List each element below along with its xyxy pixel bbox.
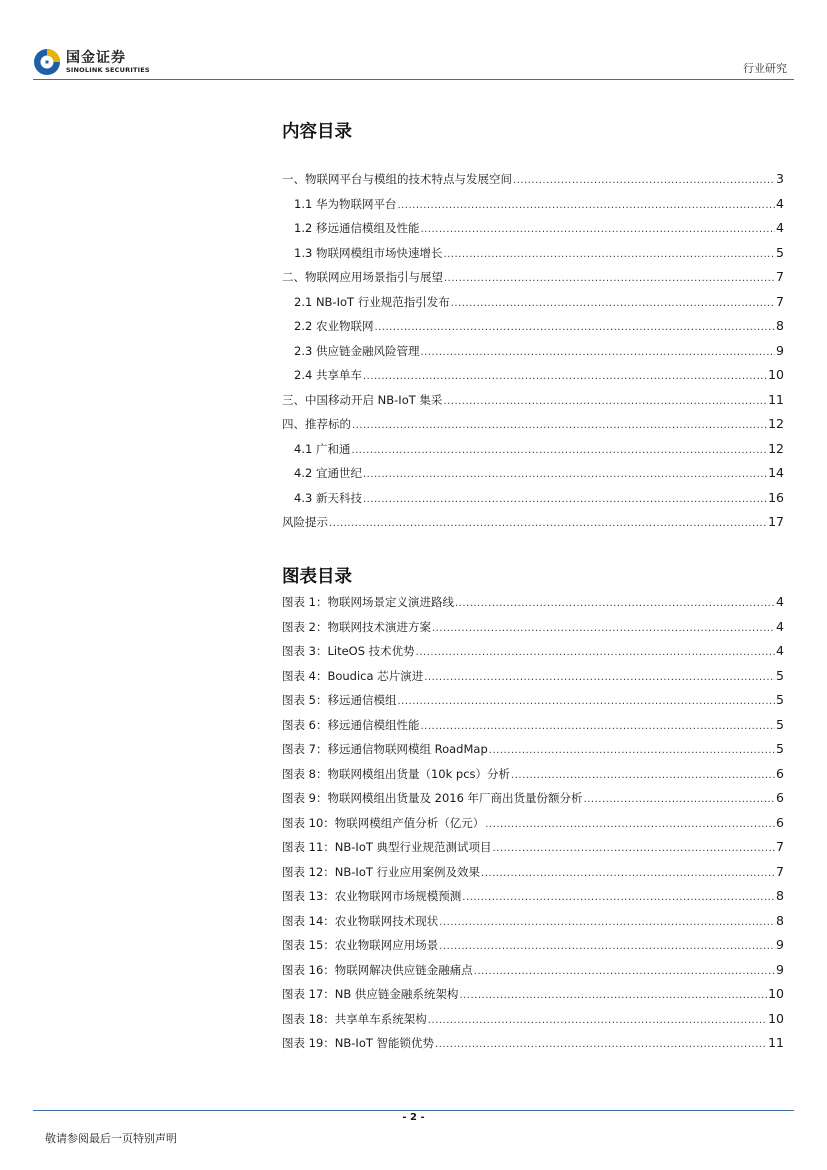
table-of-contents: [282, 167, 784, 535]
dot-leader: [439, 911, 775, 934]
figure-entry-title: 图表 6：移远通信模组性能: [282, 717, 420, 732]
logo-text-en: SINOLINK SECURITIES: [66, 66, 150, 74]
figures-title: 图表目录: [282, 567, 352, 587]
figure-entry-page: 7: [776, 839, 784, 854]
dot-leader: [351, 439, 767, 462]
figure-entry[interactable]: [282, 590, 784, 615]
dot-leader: [584, 788, 775, 811]
toc-entry-title: 风险提示: [282, 515, 328, 529]
toc-entry-page: 7: [776, 269, 784, 284]
figure-entry[interactable]: [282, 786, 784, 811]
dot-leader: [428, 1009, 767, 1032]
dot-leader: [451, 292, 775, 315]
toc-entry[interactable]: [282, 510, 784, 535]
toc-entry-title: 三、中国移动开启 NB-IoT 集采: [282, 392, 443, 407]
page-number: - 2 -: [402, 1112, 425, 1123]
dot-leader: [474, 960, 775, 983]
figure-entry-title: 图表 19：NB-IoT 智能锁优势: [282, 1036, 435, 1050]
dot-leader: [455, 592, 775, 615]
toc-entry[interactable]: [282, 265, 784, 290]
figure-entry[interactable]: [282, 762, 784, 787]
figure-entry-page: 5: [776, 692, 784, 707]
dot-leader: [416, 641, 775, 664]
figure-entry-page: 8: [776, 888, 784, 903]
figure-entry-title: 图表 7：移远通信物联网模组 RoadMap: [282, 742, 488, 756]
dot-leader: [459, 984, 767, 1007]
dot-leader: [363, 365, 767, 388]
disclaimer: 敬请参阅最后一页特别声明: [45, 1132, 177, 1145]
toc-entry-title: 4.1 广和通: [294, 441, 351, 456]
toc-entry-page: 4: [776, 195, 784, 211]
dot-leader: [420, 341, 775, 364]
company-logo: [33, 48, 153, 78]
figure-entry[interactable]: [282, 958, 784, 983]
figure-entry-title: 图表 4：Boudica 芯片演进: [282, 668, 424, 683]
toc-entry[interactable]: [282, 461, 784, 486]
dot-leader: [397, 194, 775, 217]
figure-entry[interactable]: [282, 664, 784, 689]
dot-leader: [443, 243, 775, 266]
toc-entry-page: 7: [776, 293, 784, 309]
toc-entry[interactable]: [282, 290, 784, 315]
dot-leader: [374, 316, 775, 339]
toc-entry[interactable]: [282, 339, 784, 364]
toc-entry[interactable]: [282, 167, 784, 192]
toc-entry-page: 12: [768, 416, 784, 431]
toc-entry-title: 4.3 新天科技: [294, 490, 362, 505]
figure-entry-page: 4: [776, 594, 784, 609]
toc-entry[interactable]: [282, 388, 784, 413]
figure-entry-page: 9: [776, 937, 784, 952]
figure-entry-page: 8: [776, 912, 784, 928]
dot-leader: [462, 886, 775, 909]
toc-entry-title: 四、推荐标的: [282, 417, 351, 431]
figure-entry-page: 9: [776, 961, 784, 977]
figure-entry[interactable]: [282, 688, 784, 713]
dot-leader: [444, 267, 775, 290]
dot-leader: [489, 739, 775, 762]
figure-entry-page: 6: [776, 765, 784, 781]
page-header: [0, 0, 827, 82]
figure-entry[interactable]: [282, 639, 784, 664]
footer-divider: [33, 1110, 794, 1111]
dot-leader: [420, 715, 775, 738]
figure-entry[interactable]: [282, 884, 784, 909]
dot-leader: [363, 488, 767, 511]
figure-entry-page: 11: [768, 1035, 784, 1050]
figure-entry-title: 图表 14：农业物联网技术现状: [282, 913, 439, 928]
figure-entry-page: 4: [776, 643, 784, 658]
toc-entry-title: 1.2 移远通信模组及性能: [294, 221, 420, 235]
figure-entry[interactable]: [282, 811, 784, 836]
toc-entry-page: 12: [768, 440, 784, 456]
figure-entry-page: 7: [776, 863, 784, 879]
list-of-figures: [282, 590, 784, 1056]
dot-leader: [420, 218, 775, 241]
toc-entry[interactable]: [282, 192, 784, 217]
toc-entry-title: 1.3 物联网模组市场快速增长: [294, 245, 443, 260]
figure-entry-title: 图表 13：农业物联网市场规模预测: [282, 889, 462, 903]
figure-entry[interactable]: [282, 1007, 784, 1032]
toc-entry-title: 一、物联网平台与模组的技术特点与发展空间: [282, 172, 512, 186]
figure-entry-title: 图表 3：LiteOS 技术优势: [282, 644, 415, 658]
toc-entry-title: 2.2 农业物联网: [294, 319, 374, 333]
figure-entry-title: 图表 12：NB-IoT 行业应用案例及效果: [282, 864, 481, 879]
dot-leader: [363, 463, 767, 486]
dot-leader: [511, 764, 775, 787]
figure-entry[interactable]: [282, 1031, 784, 1056]
header-divider: [33, 79, 794, 80]
toc-entry[interactable]: [282, 486, 784, 511]
figure-entry-title: 图表 9：物联网模组出货量及 2016 年厂商出货量份额分析: [282, 791, 583, 805]
figure-entry[interactable]: [282, 835, 784, 860]
figure-entry-title: 图表 5：移远通信模组: [282, 693, 397, 707]
figure-entry-title: 图表 11：NB-IoT 典型行业规范测试项目: [282, 840, 492, 854]
figure-entry-title: 图表 10：物联网模组产值分析（亿元）: [282, 815, 485, 830]
figure-entry-title: 图表 17：NB 供应链金融系统架构: [282, 987, 459, 1001]
figure-entry[interactable]: [282, 713, 784, 738]
toc-entry-page: 9: [776, 342, 784, 358]
toc-entry-page: 5: [776, 244, 784, 260]
dot-leader: [424, 666, 775, 689]
figure-entry-page: 10: [768, 986, 784, 1001]
dot-leader: [493, 837, 776, 860]
dot-leader: [513, 169, 775, 192]
toc-entry-page: 4: [776, 220, 784, 235]
toc-entry[interactable]: [282, 314, 784, 339]
figure-entry-page: 6: [776, 814, 784, 830]
dot-leader: [397, 690, 775, 713]
figure-entry[interactable]: [282, 737, 784, 762]
toc-entry-page: 3: [776, 171, 784, 186]
toc-entry[interactable]: [282, 437, 784, 462]
figure-entry-title: 图表 8：物联网模组出货量（10k pcs）分析: [282, 766, 511, 781]
toc-entry[interactable]: [282, 241, 784, 266]
dot-leader: [439, 935, 775, 958]
dot-leader: [443, 390, 767, 413]
figure-entry-page: 5: [776, 716, 784, 732]
toc-entry-page: 11: [768, 391, 784, 407]
toc-entry-title: 2.3 供应链金融风险管理: [294, 343, 420, 358]
logo-text-cn: 国金证券: [66, 50, 126, 66]
toc-entry-title: 4.2 宜通世纪: [294, 466, 362, 480]
figure-entry-title: 图表 2：物联网技术演进方案: [282, 619, 431, 634]
toc-entry[interactable]: [282, 216, 784, 241]
toc-entry-page: 16: [768, 489, 784, 505]
dot-leader: [481, 862, 775, 885]
toc-entry-page: 17: [768, 514, 784, 529]
report-category: 行业研究: [743, 62, 787, 75]
toc-entry-title: 2.4 共享单车: [294, 368, 362, 382]
dot-leader: [432, 617, 775, 640]
figure-entry[interactable]: [282, 982, 784, 1007]
toc-title: 内容目录: [282, 122, 352, 142]
figure-entry-page: 6: [776, 790, 784, 805]
toc-entry-page: 10: [768, 367, 784, 382]
toc-entry[interactable]: [282, 412, 784, 437]
figure-entry-page: 5: [776, 667, 784, 683]
figure-entry-page: 4: [776, 618, 784, 634]
figure-entry-title: 图表 1：物联网场景定义演进路线: [282, 595, 454, 609]
dot-leader: [352, 414, 767, 437]
toc-entry-title: 二、物联网应用场景指引与展望: [282, 270, 443, 284]
figure-entry-title: 图表 18：共享单车系统架构: [282, 1011, 427, 1026]
figure-entry-page: 5: [776, 741, 784, 756]
toc-entry-title: 1.1 华为物联网平台: [294, 196, 397, 211]
toc-entry[interactable]: [282, 363, 784, 388]
sinolink-logo-icon: [33, 48, 61, 76]
figure-entry[interactable]: [282, 860, 784, 885]
figure-entry-title: 图表 16：物联网解决供应链金融痛点: [282, 962, 473, 977]
figure-entry-page: 10: [768, 1010, 784, 1026]
figure-entry-title: 图表 15：农业物联网应用场景: [282, 938, 439, 952]
dot-leader: [329, 512, 767, 535]
toc-entry-page: 8: [776, 318, 784, 333]
dot-leader: [435, 1033, 767, 1056]
figure-entry[interactable]: [282, 615, 784, 640]
figure-entry[interactable]: [282, 933, 784, 958]
toc-entry-page: 14: [768, 465, 784, 480]
dot-leader: [485, 813, 775, 836]
figure-entry[interactable]: [282, 909, 784, 934]
toc-entry-title: 2.1 NB-IoT 行业规范指引发布: [294, 294, 450, 309]
